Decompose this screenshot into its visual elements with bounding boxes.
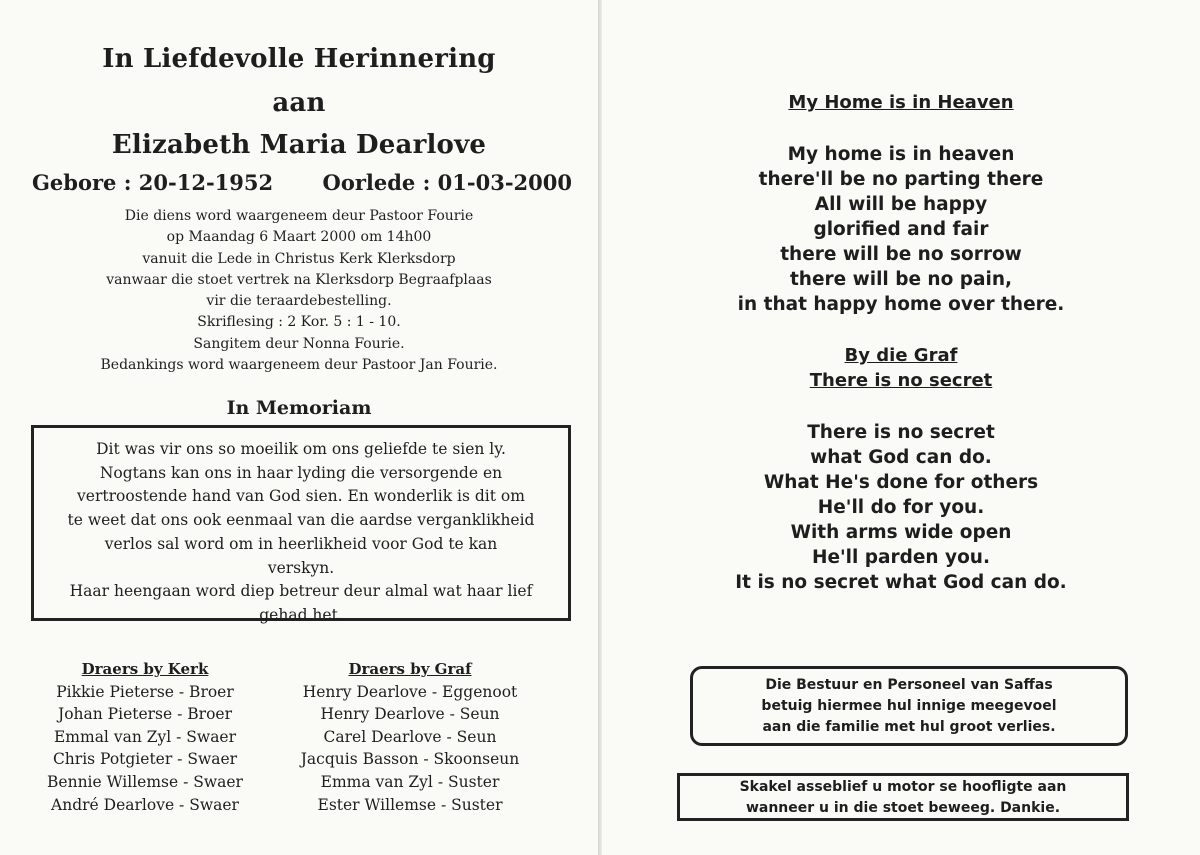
- service-line: vanwaar die stoet vertrek na Klerksdorp Begraafplaas: [106, 271, 492, 288]
- poem-line: there will be no sorrow: [780, 244, 1022, 265]
- poem2-title-graf: By die Graf: [844, 345, 958, 366]
- list-item: Johan Pieterse - Broer: [58, 705, 232, 724]
- memoriam-line: Dit was vir ons so moeilik om ons geliefde te sien ly.: [96, 440, 506, 458]
- service-line: Die diens word waargeneem deur Pastoor Fourie: [124, 208, 474, 224]
- poem2: [602, 420, 1200, 595]
- memoriam-line: verskyn.: [267, 558, 335, 577]
- poem-line: There is no secret: [807, 422, 995, 443]
- title-aan: aan: [272, 88, 326, 118]
- poem-line: What He's done for others: [763, 472, 1039, 493]
- bearers-church-list: [15, 658, 275, 816]
- list-item: Emmal van Zyl - Swaer: [53, 727, 237, 746]
- birth-date: Gebore : 20-12-1952: [32, 170, 274, 195]
- service-line: op Maandag 6 Maart 2000 om 14h00: [166, 229, 432, 246]
- memoriam-line: vertroostende hand van God sien. En wonderlik is dit om: [77, 487, 525, 506]
- list-item: Ester Willemse - Suster: [317, 795, 503, 814]
- poem-line: there'll be no parting there: [758, 169, 1044, 190]
- title-in-memory: In Liefdevolle Herinnering: [102, 44, 496, 74]
- list-item: Henry Dearlove - Eggenoot: [302, 682, 518, 701]
- poem-line: My home is in heaven: [787, 144, 1015, 165]
- deceased-name: Elizabeth Maria Dearlove: [111, 130, 487, 160]
- poem-line: glorified and fair: [813, 219, 989, 240]
- list-item: Henry Dearlove - Seun: [320, 705, 500, 724]
- poem-line: All will be happy: [814, 194, 988, 215]
- service-line: vir die teraardebestelling.: [206, 293, 392, 310]
- poem-line: He'll parden you.: [811, 547, 991, 568]
- list-item: Chris Potgieter - Swaer: [52, 750, 238, 769]
- list-item: André Dearlove - Swaer: [51, 795, 239, 814]
- poem-line: It is no secret what God can do.: [735, 572, 1067, 593]
- bearers-grave-heading: Draers by Graf: [348, 660, 472, 678]
- headlights-notice-box: [677, 773, 1129, 821]
- memoriam-line: te weet dat ons ook eenmaal van die aardse verganklikheid: [67, 511, 535, 530]
- list-item: Pikkie Pieterse - Broer: [56, 682, 234, 701]
- poem-line: in that happy home over there.: [737, 294, 1065, 315]
- poem2-title: There is no secret: [809, 370, 993, 391]
- service-details: [0, 206, 598, 376]
- bearers-grave-list: [280, 658, 540, 816]
- list-item: Bennie Willemse - Swaer: [47, 772, 243, 791]
- condolence-line: betuig hiermee hul innige meegevoel: [761, 698, 1057, 714]
- poem1-title: My Home is in Heaven: [788, 92, 1014, 113]
- service-line: Sangitem deur Nonna Fourie.: [193, 335, 405, 352]
- list-item: Carel Dearlove - Seun: [323, 727, 497, 746]
- memoriam-box: [31, 425, 571, 624]
- poem-line: there will be no pain,: [789, 269, 1013, 290]
- memoriam-heading: In Memoriam: [226, 397, 372, 419]
- bearers-church-heading: Draers by Kerk: [81, 660, 209, 678]
- service-line: vanuit die Lede in Christus Kerk Klerksdorp: [142, 250, 456, 267]
- condolence-line: aan die familie met hul groot verlies.: [762, 719, 1056, 735]
- condolence-line: Die Bestuur en Personeel van Saffas: [765, 677, 1053, 693]
- poem-line: With arms wide open: [790, 522, 1012, 543]
- memoriam-line: gehad het.: [259, 605, 343, 624]
- notice-line: Skakel asseblief u motor se hoofligte aan: [739, 779, 1067, 795]
- poem1: [602, 142, 1200, 317]
- service-line: Skriflesing : 2 Kor. 5 : 1 - 10.: [197, 314, 401, 331]
- list-item: Jacquis Basson - Skoonseun: [300, 750, 520, 769]
- memoriam-line: Haar heengaan word diep betreur deur almal wat haar lief: [69, 582, 533, 601]
- poem-line: what God can do.: [810, 447, 992, 468]
- memoriam-line: verlos sal word om in heerlikheid voor God te kan: [104, 534, 498, 553]
- service-line: Bedankings word waargeneem deur Pastoor Jan Fourie.: [100, 357, 498, 374]
- memoriam-line: Nogtans kan ons in haar lyding die versorgende en: [99, 463, 503, 482]
- dates-row: [32, 170, 572, 195]
- condolence-box: [690, 666, 1128, 746]
- poem-line: He'll do for you.: [817, 497, 985, 518]
- notice-line: wanneer u in die stoet beweeg. Dankie.: [745, 800, 1061, 816]
- list-item: Emma van Zyl - Suster: [320, 772, 500, 791]
- death-date: Oorlede : 01-03-2000: [322, 170, 572, 195]
